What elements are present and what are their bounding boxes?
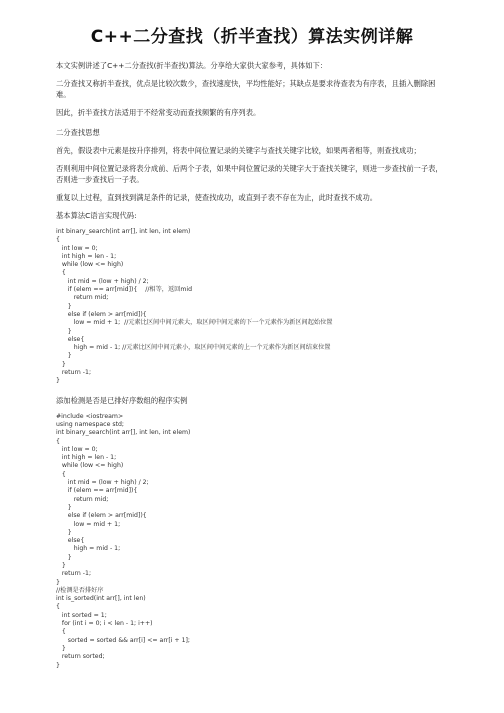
page-title: C++二分查找（折半查找）算法实例详解 xyxy=(90,27,414,47)
code-line: else if (elem > arr[mid]){ xyxy=(56,310,147,318)
code-line: using namespace std; xyxy=(56,420,125,428)
code-line: { xyxy=(56,628,66,636)
code-line: high = mid - 1; //元素比区间中间元素小，取区间中间元素的上一个元素作为新区间结束位置 xyxy=(56,344,331,352)
code-line: while (low <= high) xyxy=(56,462,124,470)
code-line: low = mid + 1; //元素比区间中间元素大，取区间中间元素的下一个元素作为新区间起始位置 xyxy=(56,319,333,327)
code-line: else if (elem > arr[mid]){ xyxy=(56,512,147,520)
code-line: } xyxy=(56,661,60,669)
usage-paragraph: 因此，折半查找方法适用于不经常变动而查找频繁的有序列表。 xyxy=(56,108,261,117)
code-line: else{ xyxy=(56,335,85,343)
code-line: while (low <= high) xyxy=(56,261,124,269)
code-line: } xyxy=(56,327,72,335)
code-line: sorted = sorted && arr[i] <= arr[i + 1]; xyxy=(56,636,191,644)
code-line: high = mid - 1; xyxy=(56,545,121,553)
code-line: int low = 0; xyxy=(56,244,98,252)
code-line: int mid = (low + high) / 2; xyxy=(56,277,149,285)
code-line: { xyxy=(56,437,60,445)
code-line: { xyxy=(56,603,60,611)
code-line: int binary_search(int arr[], int len, int elem) xyxy=(56,429,191,437)
section-heading-idea: 二分查找思想 xyxy=(56,128,100,137)
code-line: int sorted = 1; xyxy=(56,611,107,619)
code-line: } xyxy=(56,377,60,385)
code-block-sorted-check xyxy=(56,413,448,670)
code-line: } xyxy=(56,360,66,368)
idea-paragraph-2: 否则利用中间位置记录将表分成前、后两个子表，如果中间位置记录的关键字大于查找关键字，则进一步查找前一子表，否则进一步查找后一子表。 xyxy=(56,164,443,184)
code-line: //检测是否排好序 xyxy=(56,586,104,594)
description-paragraph: 二分查找又称折半查找，优点是比较次数少，查找速度快，平均性能好；其缺点是要求待查表为有序表，且插入删除困难。 xyxy=(56,79,436,99)
code-line: } xyxy=(56,644,66,652)
code-line: } xyxy=(56,352,72,360)
code-line: low = mid + 1; xyxy=(56,520,121,528)
intro-paragraph: 本文实例讲述了C++二分查找(折半查找)算法。分享给大家供大家参考，具体如下： xyxy=(56,61,328,70)
code-line: { xyxy=(56,470,66,478)
code-line: } xyxy=(56,553,72,561)
code-block-basic xyxy=(56,228,448,386)
code-line: } xyxy=(56,578,60,586)
code-line: else{ xyxy=(56,537,85,545)
idea-paragraph-3: 重复以上过程，直到找到满足条件的记录，使查找成功，或直到子表不存在为止，此时查找不成功。 xyxy=(56,193,378,202)
code-line: return -1; xyxy=(56,369,92,377)
code-line: return mid; xyxy=(56,294,109,302)
code-line: int is_sorted(int arr[], int len) xyxy=(56,595,146,603)
code-line: } xyxy=(56,503,72,511)
code-line: return mid; xyxy=(56,495,109,503)
code-line: int mid = (low + high) / 2; xyxy=(56,479,149,487)
code-line: int low = 0; xyxy=(56,445,98,453)
section-heading-code: 基本算法C语言实现代码: xyxy=(56,211,137,220)
code-line: if (elem == arr[mid]){ //相等，返回mid xyxy=(56,286,193,294)
code-line: } xyxy=(56,561,66,569)
code-line: int high = len - 1; xyxy=(56,454,117,462)
code-line: int high = len - 1; xyxy=(56,252,117,260)
code-line: if (elem == arr[mid]){ xyxy=(56,487,138,495)
section-heading-sorted-check: 添加检测是否是已排好序数组的程序实例 xyxy=(56,395,188,405)
code-line: for (int i = 0; i < len - 1; i++) xyxy=(56,620,153,628)
code-line: return -1; xyxy=(56,570,92,578)
code-line: } xyxy=(56,528,72,536)
code-line: return sorted; xyxy=(56,653,105,661)
code-line: #include <iostream> xyxy=(56,412,124,420)
code-line: { xyxy=(56,236,60,244)
code-line: { xyxy=(56,269,66,277)
code-line: } xyxy=(56,302,72,310)
idea-paragraph-1: 首先，假设表中元素是按升序排列，将表中间位置记录的关键字与查找关键字比较，如果两者相等，则查找成功； xyxy=(56,146,421,155)
code-line: int binary_search(int arr[], int len, int elem) xyxy=(56,228,191,235)
